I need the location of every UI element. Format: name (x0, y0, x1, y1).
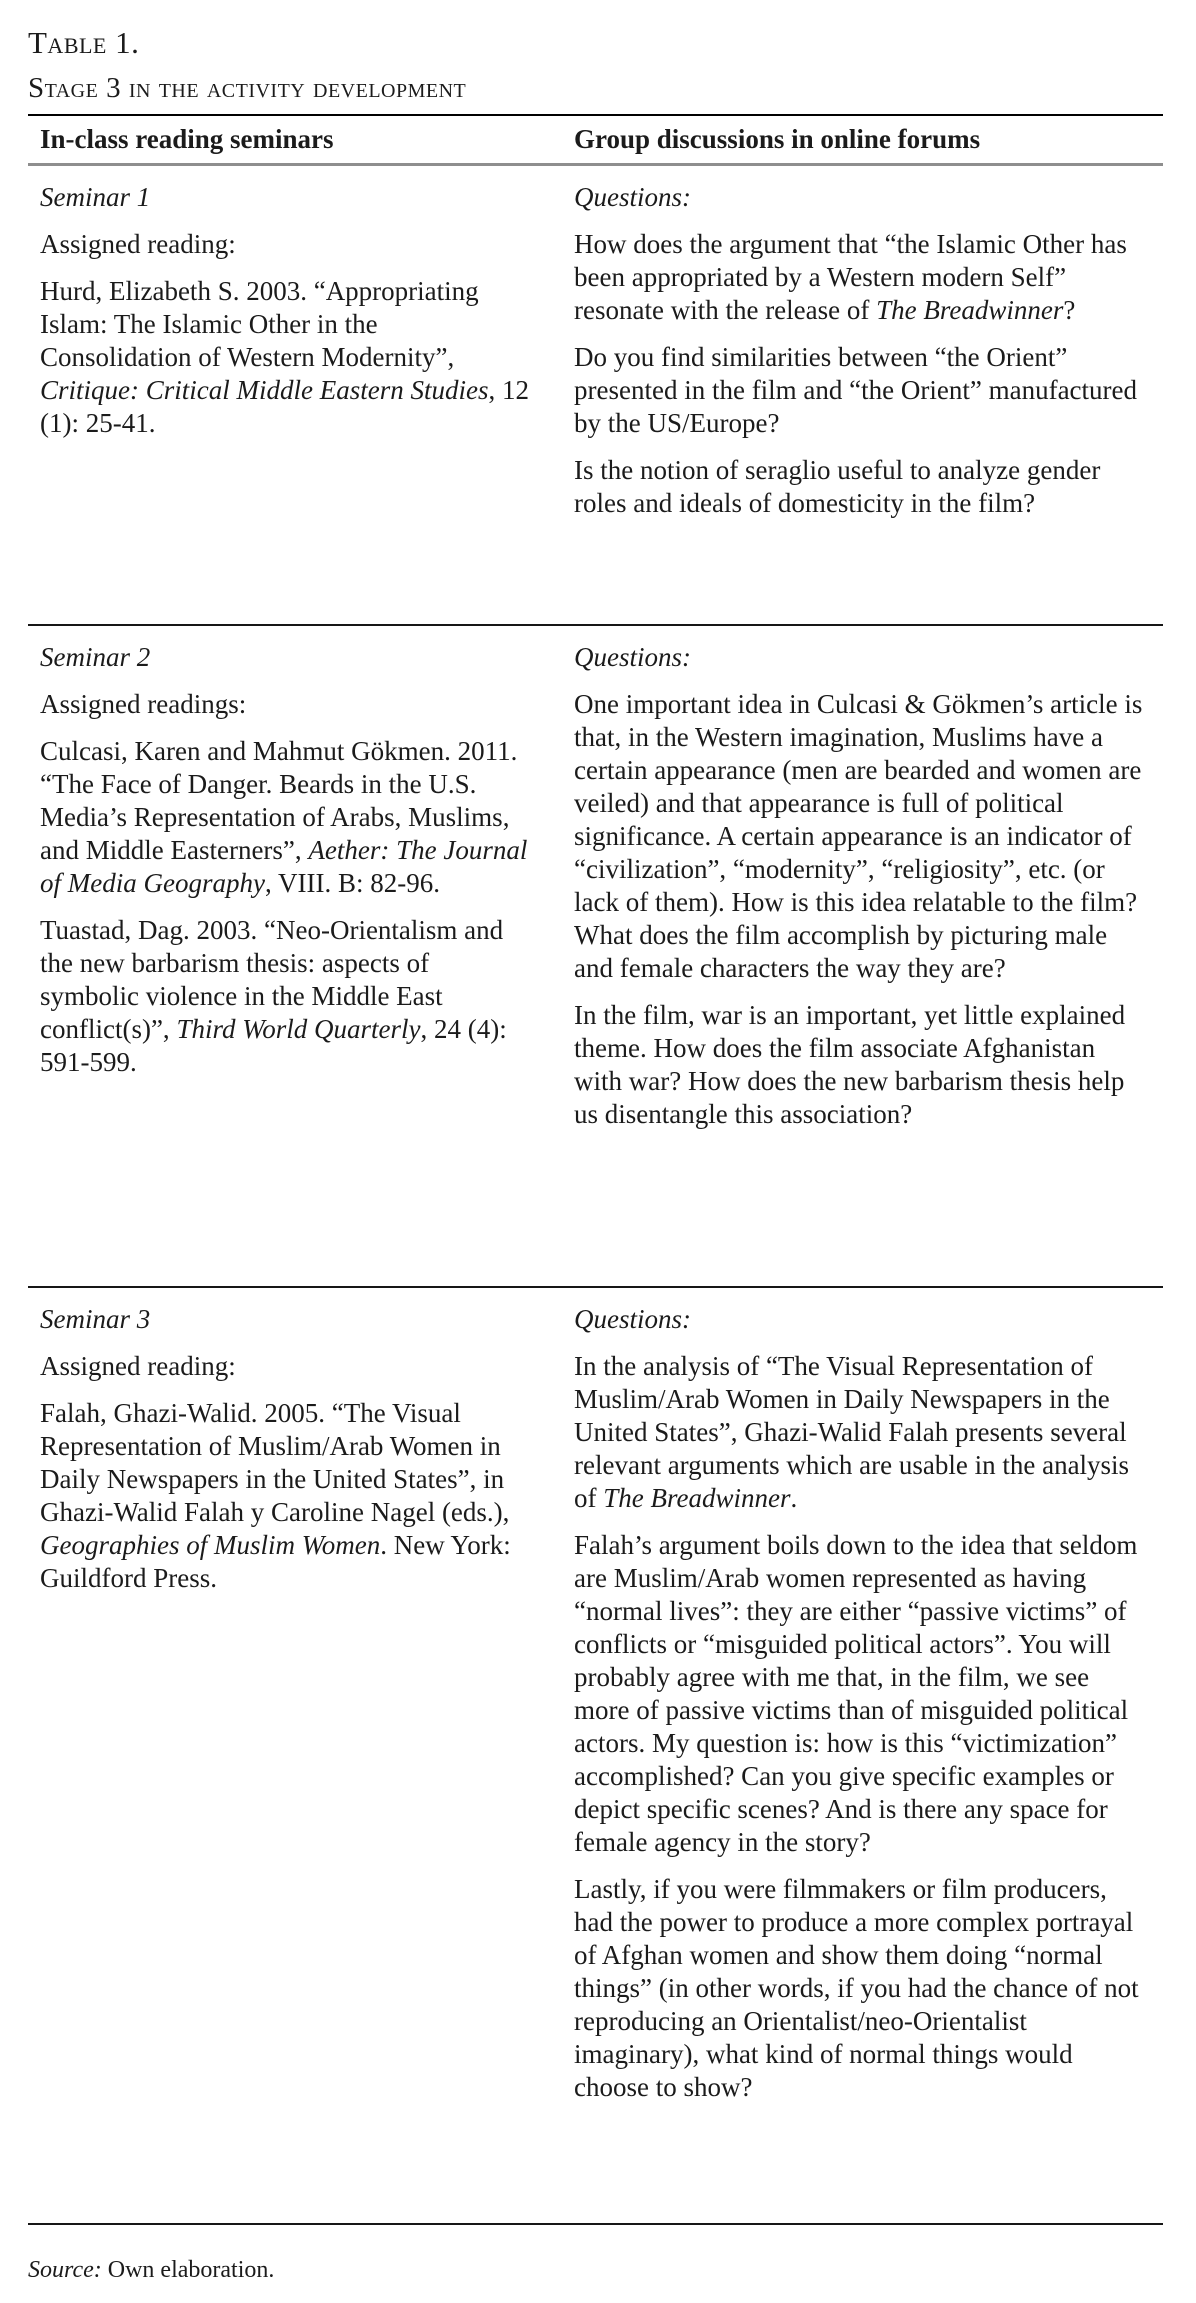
text-segment: Tuastad, Dag. 2003. “Neo-Orientalism and the new barbarism thesis: aspects of symbolic violence in the Middle East conflict(s)”, (40, 914, 504, 1044)
table-row-seminar-3 (28, 1287, 1163, 2224)
text-segment: Do you find similarities between “the Orient” presented in the film and “the Orient” manufactured by the US/Europe? (574, 342, 1138, 438)
seminar-label: Seminar 1 (40, 182, 151, 212)
text-segment: . New York: Guildford Press. (40, 1529, 511, 1593)
text-segment: Falah, Ghazi-Walid. 2005. “The Visual Representation of Muslim/Arab Women in Daily Newspapers in the United States”, in Ghazi-Walid Falah y Caroline Nagel (eds.), (40, 1397, 510, 1527)
assigned-reading-label: Assigned readings: (40, 688, 247, 719)
question-paragraph (574, 228, 1145, 327)
reference (40, 275, 530, 440)
reference (40, 914, 530, 1079)
text-segment: How does the argument that “the Islamic Other has been appropriated by a Western modern Self” resonate with the release of (574, 229, 1127, 325)
text-segment: , VIII. B: 82-96. (264, 867, 440, 898)
reference (40, 735, 530, 900)
table-caption-subtitle: Stage 3 in the activity development (28, 72, 467, 104)
text-segment: One important idea in Culcasi & Gökmen’s article is that, in the Western imagination, Muslims have a certain appearance (men are bearded and women are veiled) and that appearance is full of political significance. A certain appearance is an indicator of “civilization”, “modernity”, “religiosity”, etc. (or lack of them). How is this idea relatable to the film? What does the film accomplish by picturing male and female characters the way they are? (574, 688, 1143, 983)
seminar-2-reading-cell (28, 625, 560, 1287)
seminar-1-questions-cell (560, 165, 1163, 625)
question-paragraph (574, 341, 1145, 440)
text-segment: Lastly, if you were filmmakers or film producers, had the power to produce a more complex portrayal of Afghan women and show them doing “normal things” (in other words, if you had the chance of not reproducing an Orientalist/neo-Orientalist imaginary), what kind of normal things would choose to show? (574, 1873, 1139, 2102)
source-text: Own elaboration. (101, 2256, 275, 2283)
table-row-seminar-1 (28, 165, 1163, 625)
seminar-2-questions-cell (560, 625, 1163, 1287)
text-segment: . (790, 1482, 798, 1513)
text-segment: Aether: The Journal of Media Geography (40, 834, 528, 898)
text-segment: Culcasi, Karen and Mahmut Gökmen. 2011. “The Face of Danger. Beards in the U.S. Media’s Representation of Arabs, Muslims, and Middle Easterners”, (40, 735, 518, 865)
text-segment: In the film, war is an important, yet little explained theme. How does the film associate Afghanistan with war? How does the new barbarism thesis help us disentangle this association? (574, 999, 1126, 1129)
questions-label: Questions: (574, 1303, 691, 1334)
text-segment: Third World Quarterly (176, 1013, 421, 1044)
seminar-1-reading-cell (28, 165, 560, 625)
question-paragraph (574, 688, 1145, 985)
text-segment: Geographies of Muslim Women (40, 1529, 381, 1560)
text-segment: Falah’s argument boils down to the idea that seldom are Muslim/Arab women represented as having “normal lives”: they are either “passive victims” of conflicts or “misguided political actors”. You will probably agree with me that, in the film, we see more of passive victims than of misguided political actors. My question is: how is this “victimization” accomplished? Can you give specific examples or depict specific scenes? And is there any space for female agency in the story? (574, 1529, 1138, 1857)
seminar-3-reading-cell (28, 1287, 560, 2224)
text-segment: In the analysis of “The Visual Representation of Muslim/Arab Women in Daily Newspapers in the United States”, Ghazi-Walid Falah presents several relevant arguments which are usable in the analysis of (574, 1350, 1130, 1513)
seminar-label: Seminar 2 (40, 641, 151, 672)
questions-label: Questions: (574, 182, 691, 212)
source-note (28, 2256, 1163, 2284)
question-paragraph (574, 1529, 1145, 1859)
question-paragraph (574, 454, 1145, 520)
question-paragraph (574, 999, 1145, 1131)
table-body (28, 165, 1163, 2224)
question-paragraph (574, 1873, 1145, 2104)
assigned-reading-label: Assigned reading: (40, 1350, 236, 1381)
assigned-reading-label: Assigned reading: (40, 229, 236, 259)
reference (40, 1397, 530, 1595)
text-segment: The Breadwinner (876, 295, 1064, 325)
table-row-seminar-2 (28, 625, 1163, 1287)
seminar-activity-table (28, 114, 1163, 2225)
table-caption-number: Table 1. (28, 25, 140, 60)
text-segment: ? (1063, 295, 1076, 325)
text-segment: Is the notion of seraglio useful to analyze gender roles and ideals of domesticity in the film? (574, 455, 1101, 518)
header-row (28, 115, 1163, 165)
table-header (28, 115, 1163, 165)
seminar-3-questions-cell (560, 1287, 1163, 2224)
seminar-label: Seminar 3 (40, 1303, 151, 1334)
text-segment: The Breadwinner (603, 1482, 791, 1513)
column-header-seminars: In-class reading seminars (28, 115, 560, 165)
text-segment: , 12 (1): 25-41. (40, 375, 529, 438)
column-header-forums: Group discussions in online forums (560, 115, 1163, 165)
text-segment: Hurd, Elizabeth S. 2003. “Appropriating Islam: The Islamic Other in the Consolidation of Western Modernity”, (40, 276, 479, 372)
questions-label: Questions: (574, 641, 691, 672)
text-segment: Critique: Critical Middle Eastern Studies (40, 375, 489, 405)
question-paragraph (574, 1350, 1145, 1515)
source-label: Source: (28, 2256, 102, 2283)
text-segment: , 24 (4): 591-599. (40, 1013, 507, 1077)
